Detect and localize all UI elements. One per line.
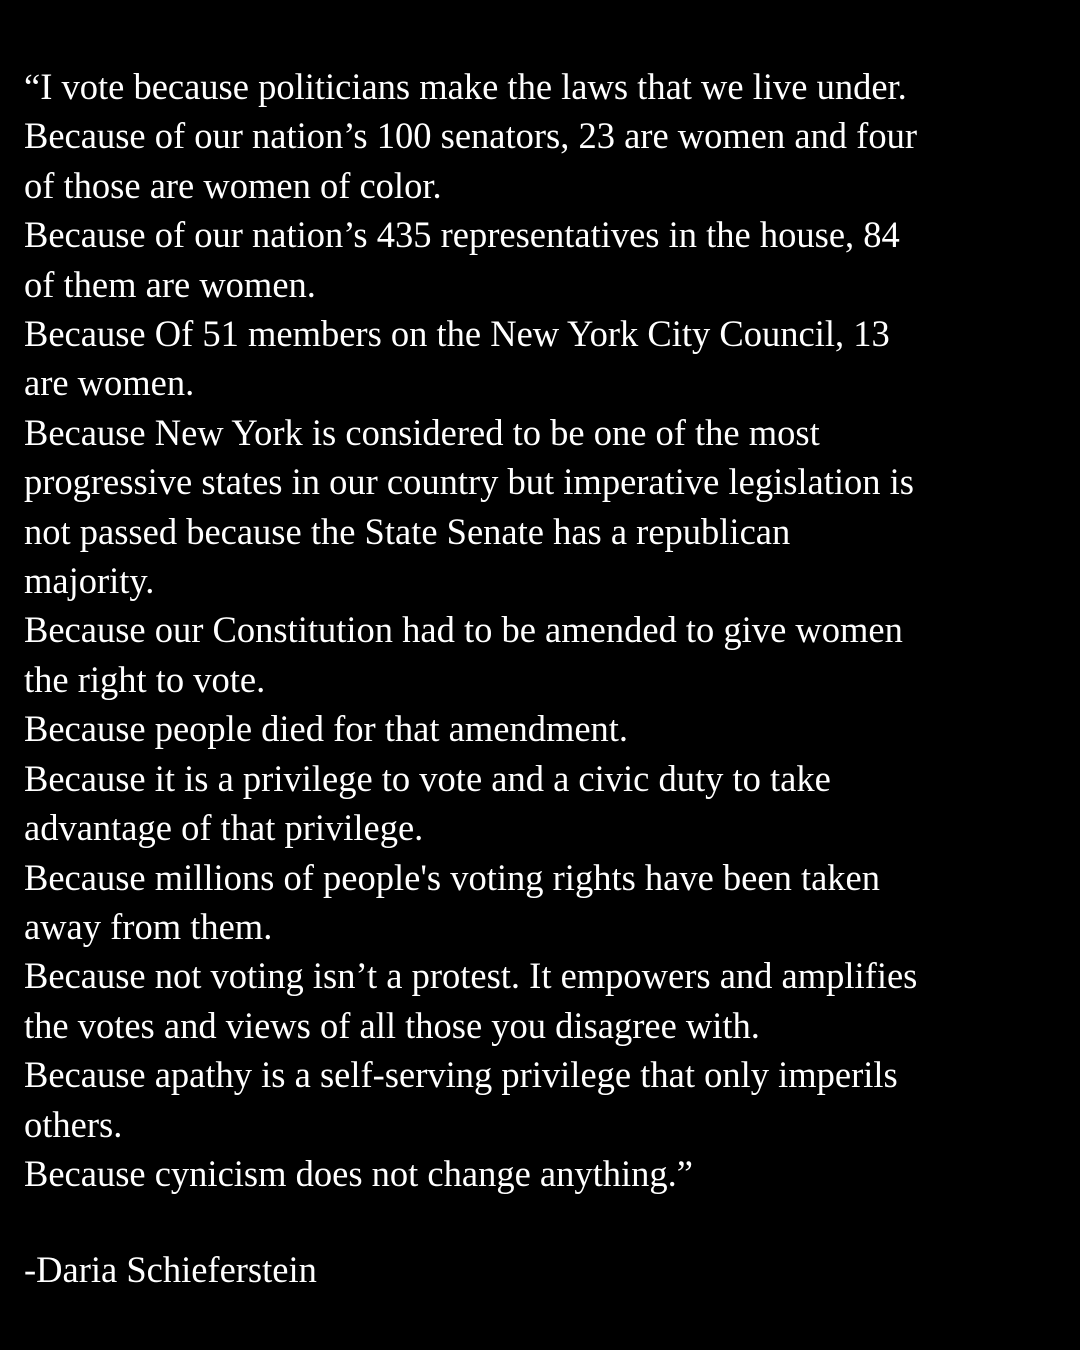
quote-author: -Daria Schieferstein	[24, 1249, 317, 1290]
quote-line: the right to vote.	[24, 658, 266, 700]
quote-line: of those are women of color.	[24, 164, 442, 206]
quote-line: Because people died for that amendment.	[24, 708, 629, 750]
quote-line: Because it is a privilege to vote and a civic duty to take	[24, 757, 831, 799]
quote-line: are women.	[24, 362, 195, 404]
quote-line: Because our Constitution had to be amended to give women	[24, 609, 903, 651]
quote-line: advantage of that privilege.	[24, 807, 424, 849]
quote-line: others.	[24, 1103, 123, 1145]
quote-line: the votes and views of all those you disagree with.	[24, 1004, 760, 1046]
quote-line: “I vote because politicians make the laws that we live under.	[24, 66, 907, 107]
quote-line: Because of our nation’s 100 senators, 23 are women and four	[24, 115, 917, 157]
quote-text	[24, 62, 1064, 1198]
quote-line: progressive states in our country but imperative legislation is	[24, 461, 915, 503]
quote-line: Because New York is considered to be one of the most	[24, 411, 820, 453]
quote-line: Because of our nation’s 435 representatives in the house, 84	[24, 214, 900, 256]
quote-line: of them are women.	[24, 263, 316, 305]
quote-line: Because not voting isn’t a protest. It empowers and amplifies	[24, 955, 918, 997]
quote-line: Because apathy is a self-serving privilege that only imperils	[24, 1054, 898, 1096]
quote-line: Because cynicism does not change anything.”	[24, 1152, 693, 1194]
quote-line: away from them.	[24, 905, 273, 947]
quote-line: Because millions of people's voting rights have been taken	[24, 856, 881, 898]
quote-line: Because Of 51 members on the New York City Council, 13	[24, 313, 890, 355]
quote-line: not passed because the State Senate has a republican	[24, 510, 791, 552]
quote-line: majority.	[24, 560, 155, 602]
